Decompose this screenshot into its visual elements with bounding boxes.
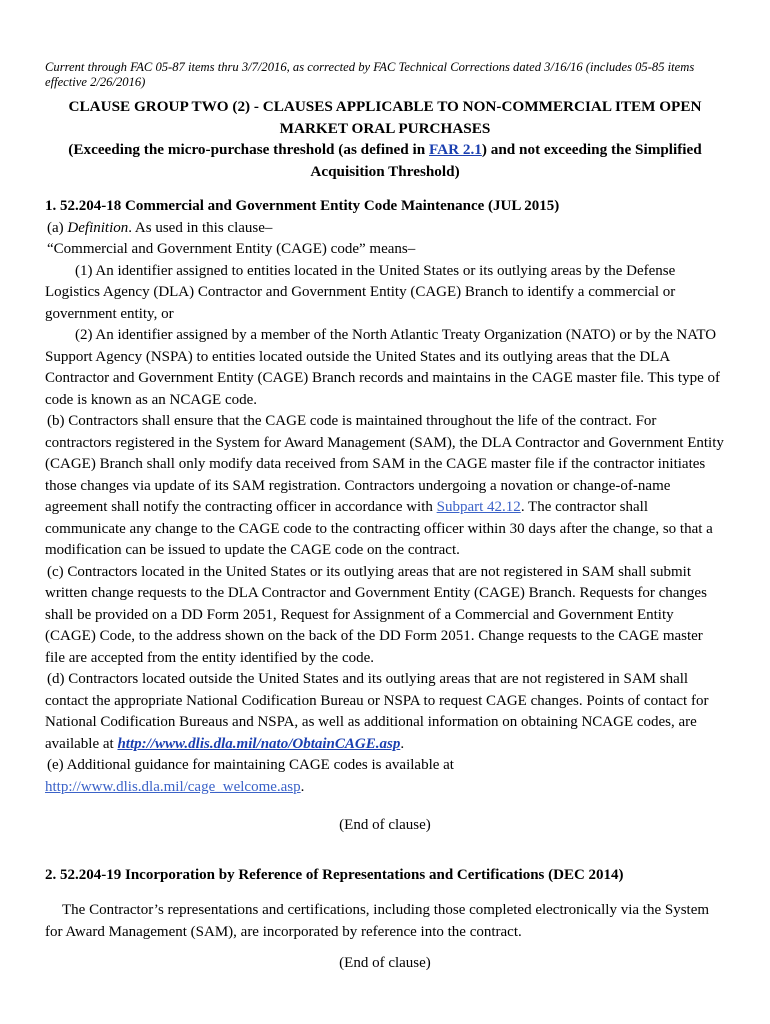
- end-of-clause-2: (End of clause): [339, 955, 431, 971]
- clause-1-para-b: (b) Contractors shall ensure that the CAGE code is maintained throughout the life of the contract. For contractors registered in the System for Award Management (SAM), the DLA Contractor and Government Entity (CAGE) Branch shall only modify data received from SAM in the CAGE master file if the contractor initiates those changes via update of its SAM registration. Contractors undergoing a novation or change-of-name agreement shall notify the contracting officer in accordance with Subpart 42.12. The contractor shall communicate any change to the CAGE code to the contracting officer within 30 days after the change, so that a modification can be issued to update the CAGE code on the contract.: [45, 413, 724, 558]
- clause-1-heading: 1. 52.204-18 Commercial and Government Entity Code Maintenance (JUL 2015): [45, 198, 560, 214]
- far-2-1-link[interactable]: FAR 2.1: [429, 141, 482, 158]
- clause-1-para-e-link-line: http://www.dlis.dla.mil/cage_welcome.asp.: [45, 778, 305, 795]
- clause-2-heading: 2. 52.204-19 Incorporation by Reference of Representations and Certifications (DEC 2014): [45, 866, 624, 883]
- clause-1-para-e: (e) Additional guidance for maintaining CAGE codes is available at: [47, 757, 454, 773]
- obtain-cage-link[interactable]: http://www.dlis.dla.mil/nato/ObtainCAGE.asp: [117, 735, 401, 752]
- end-of-clause-1: (End of clause): [339, 817, 431, 833]
- clause-1-item-1: (1) An identifier assigned to entities located in the United States or its outlying areas by the Defense Logistics Agency (DLA) Contractor and Government Entity (CAGE) Branch to identify a commercial or government entity, or: [45, 262, 676, 322]
- clause-group-title: CLAUSE GROUP TWO (2) - CLAUSES APPLICABLE TO NON-COMMERCIAL ITEM OPEN MARKET ORAL PURCHASES: [68, 98, 702, 137]
- clause-1-para-a: (a) Definition. As used in this clause–: [47, 219, 273, 236]
- clause-1-item-2: (2) An identifier assigned by a member of the North Atlantic Treaty Organization (NATO) or by the NATO Support Agency (NSPA) to entities located outside the United States and its outlying areas that the DLA Contractor and Government Entity (CAGE) Branch records and maintains in the CAGE master file. This type of code is known as an NCAGE code.: [45, 327, 720, 408]
- currency-note: Current through FAC 05-87 items thru 3/7/2016, as corrected by FAC Technical Corrections dated 3/16/16 (includes 05-85 items effective 2/26/2016): [45, 60, 695, 89]
- clause-group-subtitle: (Exceeding the micro-purchase threshold (as defined in FAR 2.1) and not exceeding the Simplified Acquisition Threshold): [68, 141, 702, 180]
- clause-2-body: The Contractor’s representations and certifications, including those completed electronically via the System for Award Management (SAM), are incorporated by reference into the contract.: [45, 902, 710, 940]
- cage-welcome-link[interactable]: http://www.dlis.dla.mil/cage_welcome.asp: [45, 778, 301, 795]
- cage-definition: “Commercial and Government Entity (CAGE) code” means–: [47, 241, 416, 257]
- clause-1-para-c: (c) Contractors located in the United States or its outlying areas that are not registered in SAM shall submit written change requests to the DLA Contractor and Government Entity (CAGE) Branch. Requests for changes shall be provided on a DD Form 2051, Request for Assignment of a Commercial and Government Entity (CAGE) Code, to the address shown on the back of the DD Form 2051. Change requests to the CAGE master file are accepted from the entity identified by the code.: [45, 563, 707, 666]
- document-page: [45, 60, 725, 975]
- clause-1-para-d: (d) Contractors located outside the United States and its outlying areas that are not registered in SAM shall contact the appropriate National Codification Bureau or NSPA to request CAGE changes. Points of contact for National Codification Bureaus and NSPA, as well as additional information on obtaining NCAGE codes, are available at http://www.dlis.dla.mil/nato/ObtainCAGE.asp.: [45, 671, 709, 752]
- subpart-42-12-link[interactable]: Subpart 42.12: [436, 499, 521, 515]
